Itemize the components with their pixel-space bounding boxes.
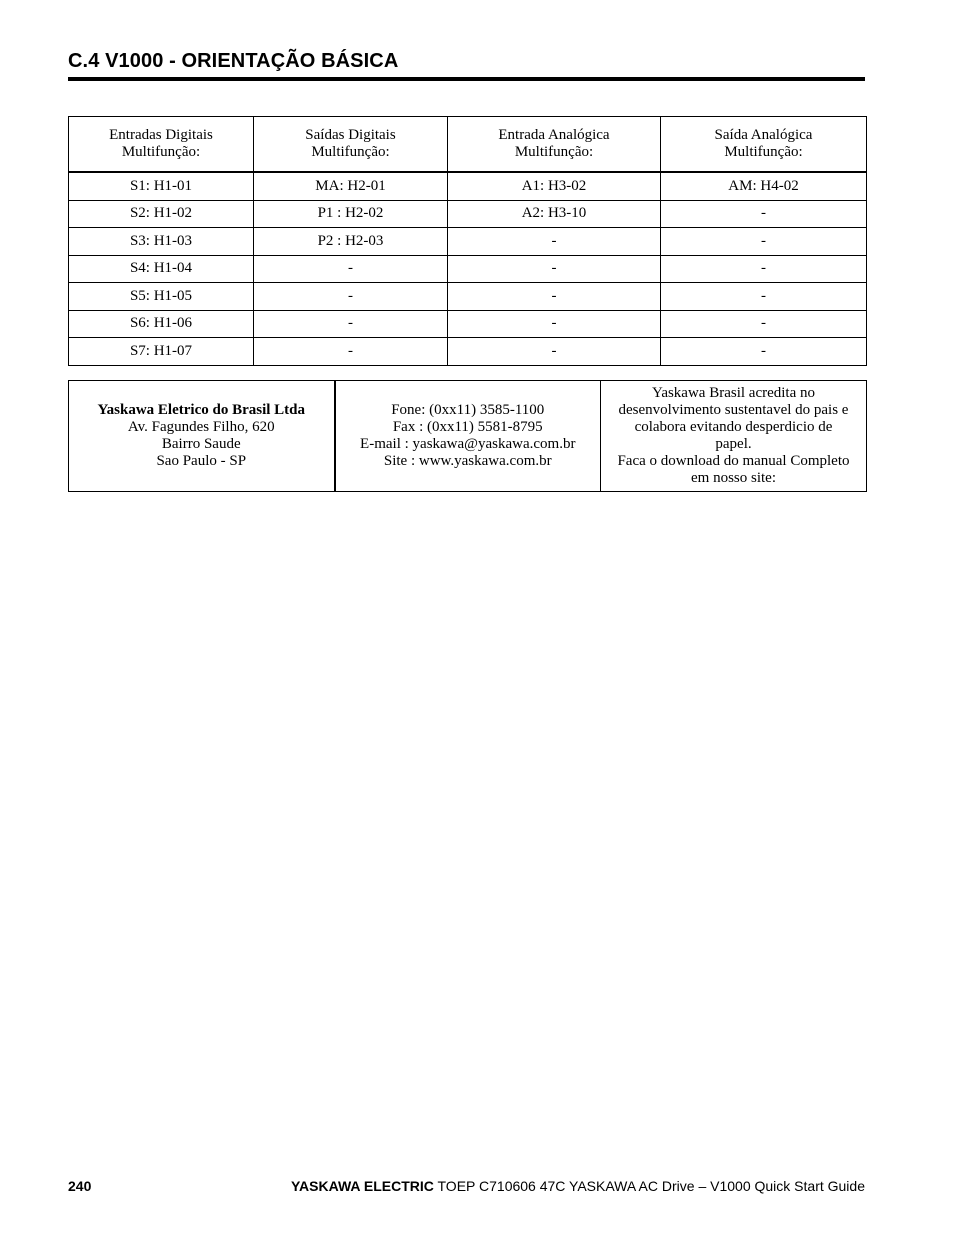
note-line: desenvolvimento sustentavel do pais e <box>618 402 849 418</box>
contact-row <box>69 381 867 492</box>
table-cell: S5: H1-05 <box>69 283 254 311</box>
table-cell: - <box>448 255 661 283</box>
table-header-row <box>69 117 867 173</box>
address-line: Sao Paulo - SP <box>156 453 247 469</box>
section-title: C.4 V1000 - ORIENTAÇÃO BÁSICA <box>68 50 399 72</box>
table-cell: - <box>661 200 867 228</box>
footer-guide-title <box>291 1178 865 1194</box>
table-cell: - <box>254 310 448 338</box>
table-cell: - <box>661 310 867 338</box>
footer-doc-title: TOEP C710606 47C YASKAWA AC Drive – V1000 Quick Start Guide <box>433 1178 865 1194</box>
table-cell: - <box>254 338 448 366</box>
table-cell: - <box>661 283 867 311</box>
email-address: E-mail : yaskawa@yaskawa.com.br <box>360 436 576 452</box>
fax-number: Fax : (0xx11) 5581-8795 <box>392 419 543 435</box>
sustainability-note-cell <box>601 381 867 492</box>
phone-number: Fone: (0xx11) 3585-1100 <box>391 402 545 418</box>
table-cell: - <box>448 283 661 311</box>
company-name: Yaskawa Eletrico do Brasil Ltda <box>97 402 305 418</box>
note-line: Faca o download do manual Completo <box>617 453 850 469</box>
table-cell: - <box>661 228 867 256</box>
table-cell: S3: H1-03 <box>69 228 254 256</box>
contact-info-cell <box>335 381 601 492</box>
page-number: 240 <box>68 1178 92 1194</box>
table-cell: S6: H1-06 <box>69 310 254 338</box>
company-address-cell <box>69 381 335 492</box>
table-cell: S1: H1-01 <box>69 172 254 200</box>
address-line: Bairro Saude <box>161 436 241 452</box>
address-line: Av. Fagundes Filho, 620 <box>127 419 275 435</box>
table-cell: - <box>448 338 661 366</box>
table-cell: - <box>661 338 867 366</box>
table-cell: - <box>254 255 448 283</box>
table-cell: - <box>448 310 661 338</box>
column-header-digital-inputs: Entradas Digitais Multifunção: <box>69 117 254 173</box>
table-row <box>69 228 867 256</box>
table-row <box>69 283 867 311</box>
table-cell: MA: H2-01 <box>254 172 448 200</box>
note-line: colabora evitando desperdicio de <box>634 419 833 435</box>
table-cell: - <box>661 255 867 283</box>
note-line: Yaskawa Brasil acredita no <box>651 385 815 401</box>
table-row <box>69 200 867 228</box>
column-header-digital-outputs: Saídas Digitais Multifunção: <box>254 117 448 173</box>
table-cell: S2: H1-02 <box>69 200 254 228</box>
table-cell: A1: H3-02 <box>448 172 661 200</box>
title-rule <box>68 77 865 81</box>
column-header-analog-output: Saída Analógica Multifunção: <box>661 117 867 173</box>
column-header-analog-input: Entrada Analógica Multifunção: <box>448 117 661 173</box>
table-row <box>69 310 867 338</box>
note-line: papel. <box>715 436 752 452</box>
table-row <box>69 172 867 200</box>
io-mapping-table <box>68 116 867 366</box>
contact-table <box>68 380 867 492</box>
table-cell: - <box>254 283 448 311</box>
table-cell: S4: H1-04 <box>69 255 254 283</box>
table-cell: S7: H1-07 <box>69 338 254 366</box>
website: Site : www.yaskawa.com.br <box>383 453 552 469</box>
table-cell: A2: H3-10 <box>448 200 661 228</box>
table-row <box>69 255 867 283</box>
footer-brand: YASKAWA ELECTRIC <box>291 1178 434 1194</box>
table-cell: P1 : H2-02 <box>254 200 448 228</box>
table-cell: - <box>448 228 661 256</box>
table-row <box>69 338 867 366</box>
table-cell: AM: H4-02 <box>661 172 867 200</box>
table-cell: P2 : H2-03 <box>254 228 448 256</box>
note-line: em nosso site: <box>691 470 776 486</box>
